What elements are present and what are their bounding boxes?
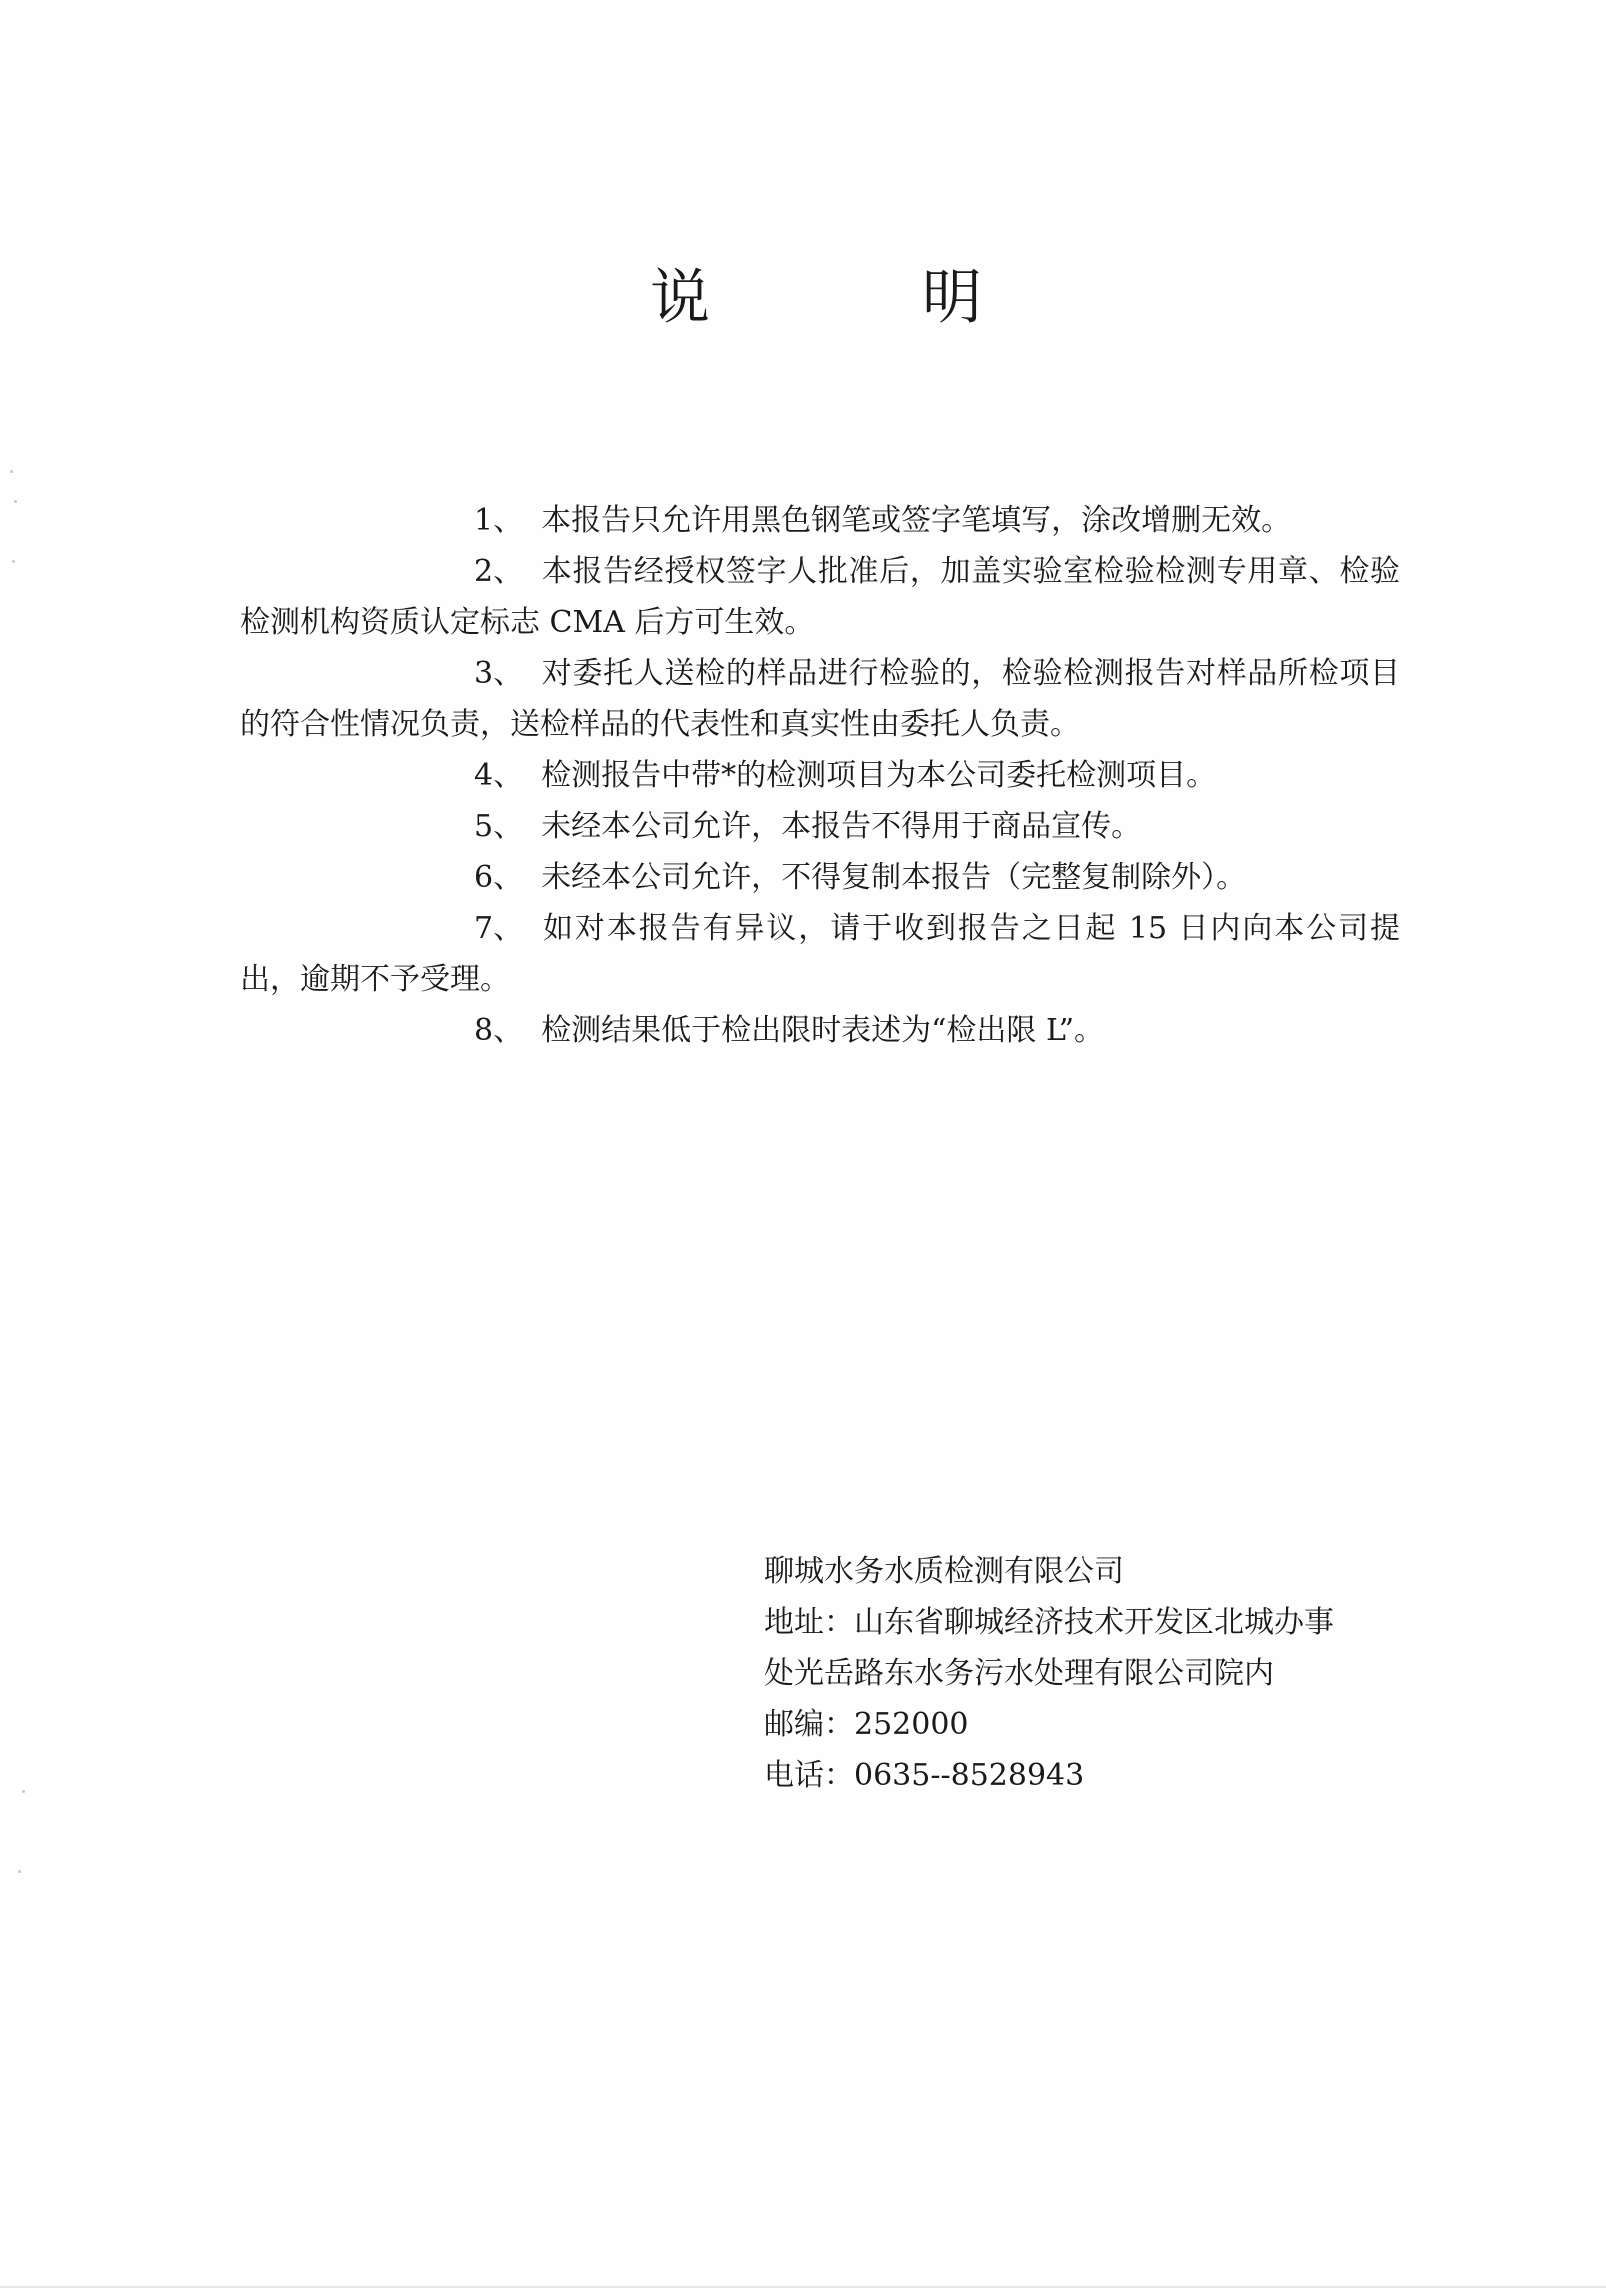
- address-line-2: 处光岳路东水务污水处理有限公司院内: [764, 1656, 1274, 1691]
- title-char-1: 说: [650, 263, 710, 333]
- phone-number: 电话：0635--8528943: [764, 1758, 1085, 1793]
- note-number: 2、: [474, 554, 524, 589]
- scan-speck: [14, 500, 17, 503]
- scan-speck: [12, 560, 15, 563]
- scan-speck: [10, 470, 13, 473]
- note-text: 未经本公司允许，本报告不得用于商品宣传。: [541, 809, 1142, 844]
- note-number: 5、: [474, 809, 524, 844]
- company-info: [764, 1546, 1424, 1801]
- note-item-3: [240, 648, 1400, 750]
- scan-speck: [22, 1790, 25, 1793]
- title-char-2: 明: [922, 263, 982, 333]
- note-text: 检测报告中带*的检测项目为本公司委托检测项目。: [541, 758, 1217, 793]
- note-text: 本报告只允许用黑色钢笔或签字笔填写，涂改增删无效。: [541, 503, 1292, 538]
- note-number: 1、: [474, 503, 524, 538]
- note-item-2: [240, 546, 1400, 648]
- note-item-7: [240, 903, 1400, 1005]
- note-text: 检测结果低于检出限时表述为“检出限 L”。: [541, 1013, 1105, 1048]
- notes-list: [240, 495, 1400, 1056]
- note-item-5: [240, 801, 1400, 852]
- note-item-1: [240, 495, 1400, 546]
- note-number: 6、: [474, 860, 524, 895]
- postcode: 邮编：252000: [764, 1707, 969, 1742]
- note-text: 本报告经授权签字人批准后，加盖实验室检验检测专用章、检验检测机构资质认定标志 CMA 后方可生效。: [240, 554, 1400, 640]
- note-text: 对委托人送检的样品进行检验的，检验检测报告对样品所检项目的符合性情况负责，送检样品的代表性和真实性由委托人负责。: [240, 656, 1400, 742]
- note-text: 如对本报告有异议，请于收到报告之日起 15 日内向本公司提出，逾期不予受理。: [240, 911, 1400, 997]
- scan-speck: [18, 1870, 21, 1873]
- note-item-8: [240, 1005, 1400, 1056]
- note-item-6: [240, 852, 1400, 903]
- note-number: 7、: [474, 911, 524, 946]
- note-item-4: [240, 750, 1400, 801]
- company-name: 聊城水务水质检测有限公司: [764, 1554, 1124, 1589]
- note-number: 4、: [474, 758, 524, 793]
- address-line-1: 地址：山东省聊城经济技术开发区北城办事: [764, 1605, 1334, 1640]
- note-text: 未经本公司允许，不得复制本报告（完整复制除外）。: [541, 860, 1247, 895]
- scan-edge: [0, 2286, 1606, 2288]
- note-number: 3、: [474, 656, 524, 691]
- note-number: 8、: [474, 1013, 524, 1048]
